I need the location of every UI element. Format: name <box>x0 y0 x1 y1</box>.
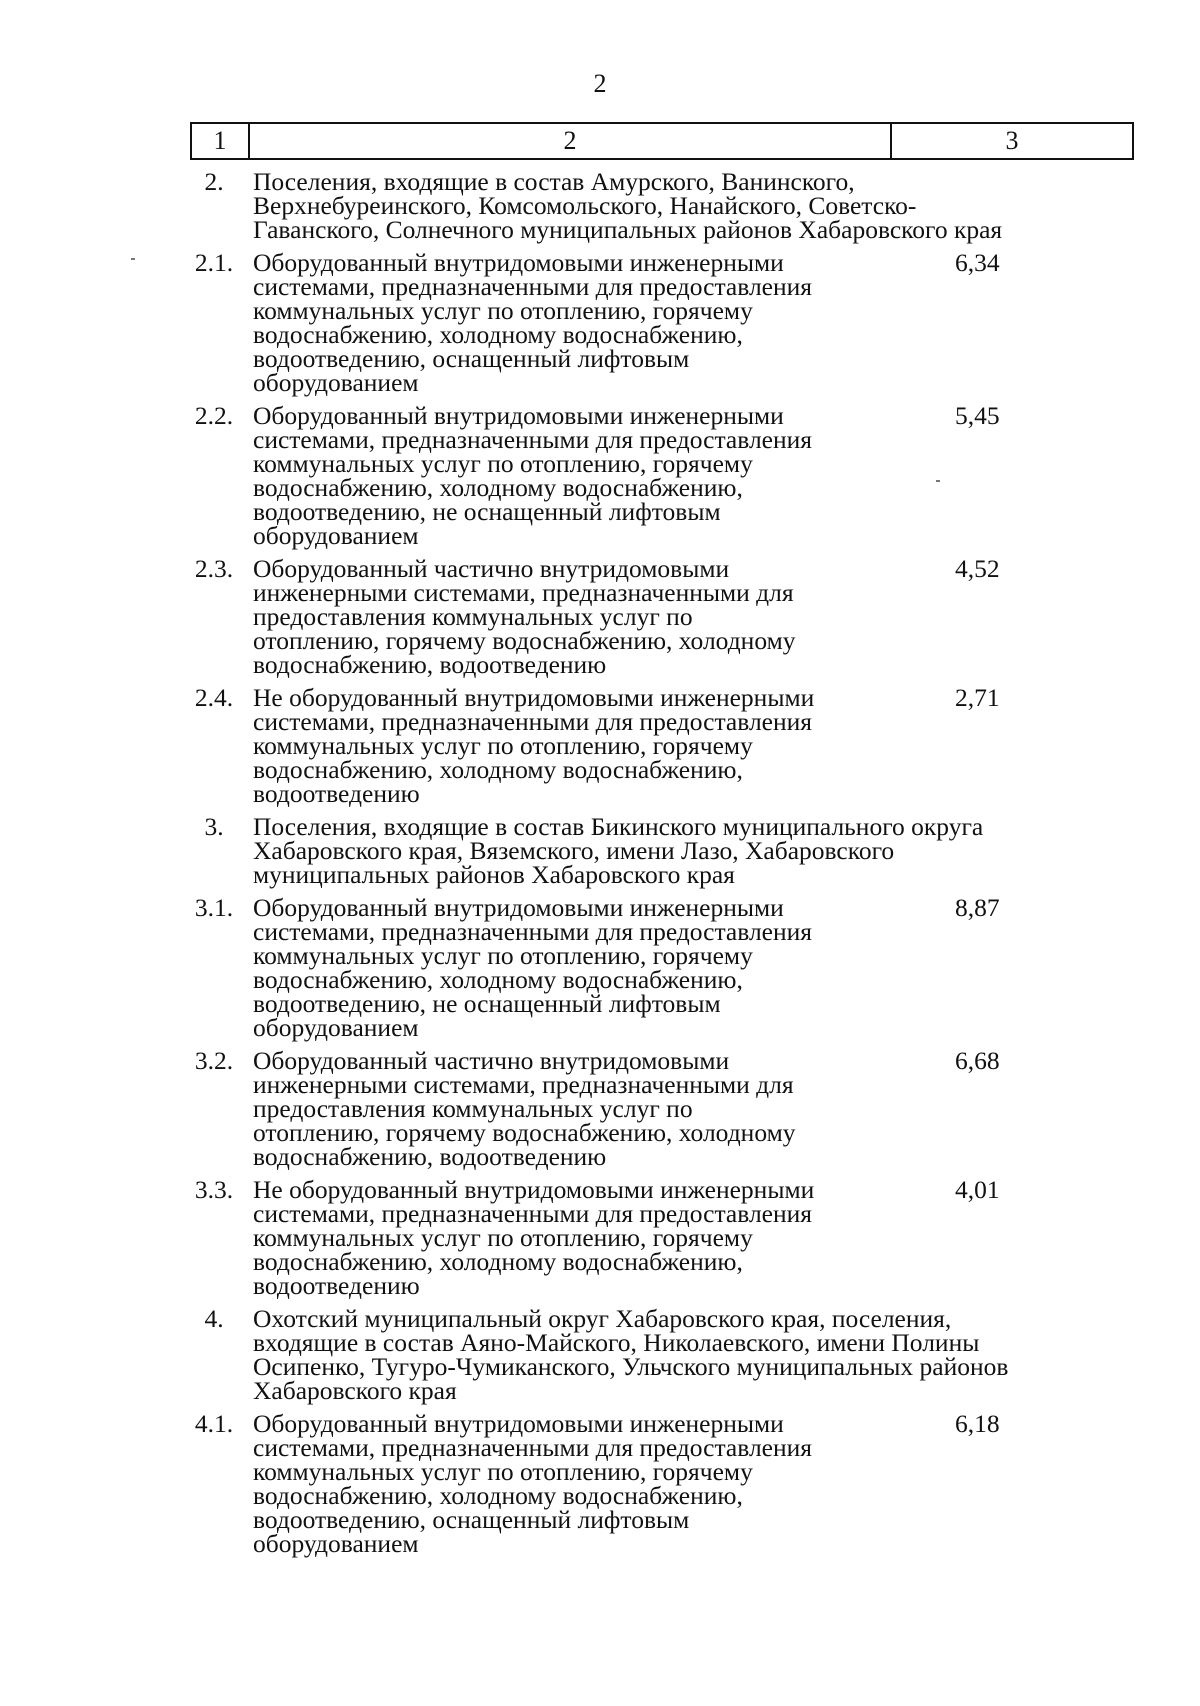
row-description <box>253 683 943 808</box>
description-line: водоснабжению, водоотведению <box>253 1142 607 1171</box>
header-col-1: 1 <box>192 124 250 158</box>
row-description <box>253 554 943 679</box>
description-line: инженерными системами, предназначенными для <box>253 1070 794 1099</box>
description-line: Поселения, входящие в состав Амурского, Ванинского, <box>253 167 855 196</box>
table-row <box>175 683 1135 808</box>
table-row <box>175 893 1135 1042</box>
header-col-2: 2 <box>250 124 892 158</box>
description-line: Оборудованный внутридомовыми инженерными <box>253 401 784 430</box>
row-value: 4,01 <box>955 1175 1000 1204</box>
description-line: Верхнебуреинского, Комсомольского, Нанайского, Советско- <box>253 191 917 220</box>
scan-speck <box>936 480 940 482</box>
row-description <box>253 248 943 397</box>
row-number: 4.1. <box>194 1409 234 1438</box>
description-line: водоотведению <box>253 779 420 808</box>
scan-speck <box>131 258 135 260</box>
section-row <box>175 812 1135 889</box>
description-line: коммунальных услуг по отоплению, горячему <box>253 449 753 478</box>
row-value: 5,45 <box>955 401 1000 430</box>
description-line: водоснабжению, холодному водоснабжению, <box>253 473 743 502</box>
description-line: инженерными системами, предназначенными для <box>253 578 794 607</box>
description-line: муниципальных районов Хабаровского края <box>253 860 735 889</box>
description-line: водоснабжению, водоотведению <box>253 650 607 679</box>
description-line: Гаванского, Солнечного муниципальных районов Хабаровского края <box>253 215 1003 244</box>
description-line: входящие в состав Аяно-Майского, Николаевского, имени Полины <box>253 1328 980 1357</box>
description-line: водоснабжению, холодному водоснабжению, <box>253 755 743 784</box>
description-line: Хабаровского края, Вяземского, имени Лазо, Хабаровского <box>253 836 895 865</box>
row-description <box>253 893 943 1042</box>
description-line: коммунальных услуг по отоплению, горячему <box>253 731 753 760</box>
row-description <box>253 1046 943 1171</box>
table-body <box>175 167 1135 1565</box>
description-line: водоотведению, не оснащенный лифтовым <box>253 989 721 1018</box>
row-number: 2. <box>204 167 224 196</box>
description-line: Оборудованный частично внутридомовыми <box>253 1046 730 1075</box>
description-line: системами, предназначенными для предоставления <box>253 272 813 301</box>
description-line: коммунальных услуг по отоплению, горячему <box>253 1223 753 1252</box>
description-line: водоотведению, оснащенный лифтовым <box>253 1505 690 1534</box>
description-line: системами, предназначенными для предоставления <box>253 707 813 736</box>
description-line: водоотведению <box>253 1271 420 1300</box>
row-number: 3.3. <box>194 1175 234 1204</box>
description-line: Не оборудованный внутридомовыми инженерными <box>253 1175 815 1204</box>
description-line: Охотский муниципальный округ Хабаровского края, поселения, <box>253 1304 952 1333</box>
table-row <box>175 1409 1135 1558</box>
section-row <box>175 1304 1135 1405</box>
description-line: водоснабжению, холодному водоснабжению, <box>253 965 743 994</box>
row-description <box>253 812 1153 889</box>
row-description <box>253 401 943 550</box>
description-line: Оборудованный внутридомовыми инженерными <box>253 1409 784 1438</box>
row-number: 3.2. <box>194 1046 234 1075</box>
description-line: Хабаровского края <box>253 1376 457 1405</box>
description-line: коммунальных услуг по отоплению, горячему <box>253 941 753 970</box>
description-line: системами, предназначенными для предоставления <box>253 1199 813 1228</box>
description-line: предоставления коммунальных услуг по <box>253 1094 693 1123</box>
table-row <box>175 248 1135 397</box>
table-row <box>175 1175 1135 1300</box>
description-line: коммунальных услуг по отоплению, горячему <box>253 296 753 325</box>
description-line: водоотведению, оснащенный лифтовым <box>253 344 690 373</box>
row-number: 4. <box>204 1304 224 1333</box>
description-line: системами, предназначенными для предоставления <box>253 917 813 946</box>
description-line: Оборудованный частично внутридомовыми <box>253 554 730 583</box>
table-header <box>190 122 1134 160</box>
row-number: 3. <box>204 812 224 841</box>
description-line: отоплению, горячему водоснабжению, холодному <box>253 1118 796 1147</box>
row-description <box>253 1409 943 1558</box>
table-row <box>175 554 1135 679</box>
row-number: 2.3. <box>194 554 234 583</box>
row-value: 6,18 <box>955 1409 1000 1438</box>
description-line: водоснабжению, холодному водоснабжению, <box>253 1481 743 1510</box>
row-value: 6,34 <box>955 248 1000 277</box>
description-line: системами, предназначенными для предоставления <box>253 425 813 454</box>
row-value: 8,87 <box>955 893 1000 922</box>
section-row <box>175 167 1135 244</box>
description-line: водоснабжению, холодному водоснабжению, <box>253 320 743 349</box>
row-number: 2.1. <box>194 248 234 277</box>
table-row <box>175 401 1135 550</box>
row-value: 6,68 <box>955 1046 1000 1075</box>
description-line: системами, предназначенными для предоставления <box>253 1433 813 1462</box>
description-line: Оборудованный внутридомовыми инженерными <box>253 248 784 277</box>
row-value: 4,52 <box>955 554 1000 583</box>
description-line: оборудованием <box>253 368 419 397</box>
row-number: 3.1. <box>194 893 234 922</box>
description-line: водоснабжению, холодному водоснабжению, <box>253 1247 743 1276</box>
description-line: оборудованием <box>253 521 419 550</box>
description-line: Поселения, входящие в состав Бикинского муниципального округа <box>253 812 984 841</box>
description-line: предоставления коммунальных услуг по <box>253 602 693 631</box>
description-line: Осипенко, Тугуро-Чумиканского, Ульчского муниципальных районов <box>253 1352 1009 1381</box>
page-number: 2 <box>593 69 607 98</box>
row-description <box>253 167 1153 244</box>
header-col-3: 3 <box>1005 126 1019 155</box>
row-description <box>253 1175 943 1300</box>
description-line: Оборудованный внутридомовыми инженерными <box>253 893 784 922</box>
row-description <box>253 1304 1153 1405</box>
description-line: Не оборудованный внутридомовыми инженерными <box>253 683 815 712</box>
table-row <box>175 1046 1135 1171</box>
description-line: водоотведению, не оснащенный лифтовым <box>253 497 721 526</box>
description-line: оборудованием <box>253 1013 419 1042</box>
row-number: 2.4. <box>194 683 234 712</box>
description-line: коммунальных услуг по отоплению, горячему <box>253 1457 753 1486</box>
row-value: 2,71 <box>955 683 1000 712</box>
description-line: оборудованием <box>253 1529 419 1558</box>
description-line: отоплению, горячему водоснабжению, холодному <box>253 626 796 655</box>
row-number: 2.2. <box>194 401 234 430</box>
